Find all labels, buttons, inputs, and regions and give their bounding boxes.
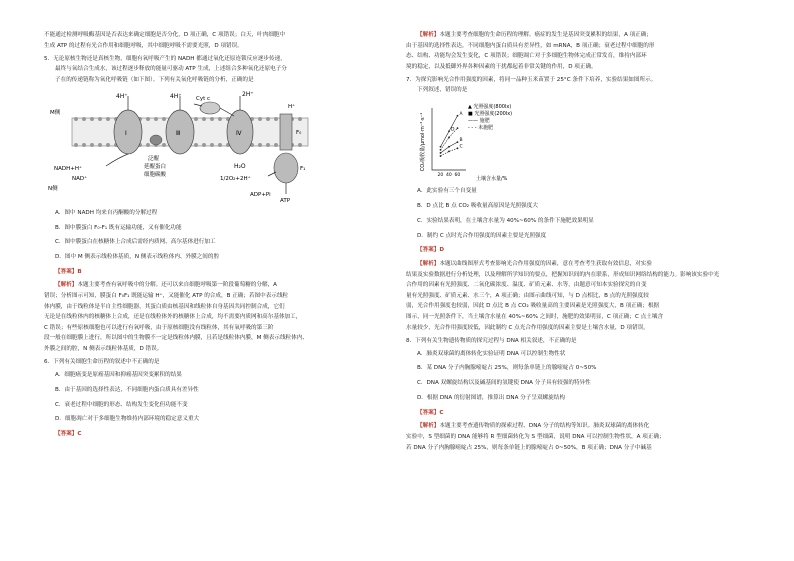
explanation-tag: 【解析】 <box>417 32 440 38</box>
label-f0: F₀ <box>296 129 302 136</box>
label-complex-note-1: 延醌蛋白 <box>144 163 167 170</box>
data-point <box>448 137 450 139</box>
text-line: 若 DNA 分子内胸腺嘧啶占 25%，则每条单链上的腺嘧啶占 0~50%，B 项正确；DNA 分子中碱基 <box>406 444 652 451</box>
ubiquinone <box>150 135 162 145</box>
question-8-explanation <box>406 421 748 453</box>
f0-subunit <box>280 114 292 150</box>
explanation-tag: 【解析】 <box>417 423 440 430</box>
point-label: C <box>459 144 463 150</box>
label-h2o: H₂O <box>234 162 246 170</box>
point-label: B <box>459 138 463 144</box>
label-f1: F₁ <box>300 165 306 172</box>
text-line: 由于基因的选择性表达，不同细胞内蛋白质具有差异性，如 mRNA，B 项正确；衰老过程中细胞的形 <box>406 42 655 49</box>
label-complex-4: Ⅳ <box>236 129 242 137</box>
text-line: 最终与氧结合生成水，该过程逐步释放的能量可驱动 ATP 生成，上述组合多种氧化还原电子分 <box>55 66 287 73</box>
question-6-answer: 【答案】C <box>55 431 82 438</box>
label-top-mid-h: 4H⁺ <box>170 92 182 100</box>
text-line: C 错误；有些原核细胞也可以进行有氧呼吸，由于原核细胞没有线粒体，其有氧呼吸的第三阶 <box>44 324 274 331</box>
intro-paragraph <box>44 30 386 51</box>
text-line: 体内膜，由于线粒体是半自主性细胞器，其蛋白质由核基因和线粒体自身基因共同控制合成，它们 <box>44 303 285 310</box>
text-line: 结果及实验数据进行分析处理，以及理解所学知识的要点，把握知识间的内在联系，形成知识网络结构的能力。影响该实验中光 <box>406 271 720 278</box>
chart-ylabel: CO₂吸收量/μmol·m⁻²·s⁻¹ <box>420 113 426 172</box>
option-d: D．制约 C 点时光合作用强度的因素主要是光照强度 <box>417 232 547 239</box>
legend-item: ■ 光照强度(200lx) <box>468 111 513 118</box>
text-line <box>406 259 748 270</box>
text-line: 无论是在线粒体内的核糖体上合成，还是在线粒体外的核糖体上合成，均不需要内质网和高尔基体加工， <box>44 314 302 321</box>
data-point <box>457 148 459 150</box>
text-line: 生成 ATP 的过程有光合作用和细胞呼吸，其中细胞呼吸不需要光照，D 项错误。 <box>44 42 243 49</box>
option-c: C．衰老过程中细胞的形态、结构发生变化但功能不变 <box>55 401 188 408</box>
label-atp: ATP <box>280 197 291 204</box>
data-point <box>440 152 442 154</box>
question-5-explanation <box>44 280 386 354</box>
legend-item: —— 施肥 <box>468 118 490 125</box>
text-line <box>406 30 748 41</box>
right-column <box>406 30 748 455</box>
option-a: A．此实验有三个自变量 <box>417 188 477 195</box>
data-point <box>448 131 450 133</box>
option-c: C．DNA 双螺旋结构以及碱基间的氢键使 DNA 分子具有较强的特异性 <box>417 380 591 387</box>
option-b: B．图中膜蛋白 F₀-F₁ 既有运输功能，又有催化功能 <box>55 224 182 231</box>
label-h-atp: H⁺ <box>288 103 296 110</box>
data-point <box>440 146 442 148</box>
option-d: D．细胞凋亡对于多细胞生物维持内部环境的稳定意义重大 <box>55 416 200 423</box>
text-line: 7．为探究影响光合作用强度的因素，将同一品种玉米苗置于 25°C 条件下培养，实验结果如图所示。 <box>406 76 657 83</box>
data-point <box>440 155 442 157</box>
label-complex-3: Ⅲ <box>176 129 181 137</box>
question-6-stem: 6．下列有关细胞生命历程的叙述中不正确的是 <box>44 359 160 366</box>
data-point <box>457 128 459 130</box>
text-line: 图示，同一光照条件下，当土壤含水量在 40%~60% 之间时，施肥的效果明显，C 项正确；C 点土壤含 <box>406 314 664 321</box>
question-7-stem <box>406 75 748 96</box>
respiratory-chain-figure <box>44 88 386 204</box>
text-line <box>44 280 386 291</box>
chart-legend <box>468 103 512 131</box>
label-top-left-h: 4H⁺ <box>116 92 128 100</box>
x-tick-label: 40 <box>446 173 452 179</box>
option-a: A．细胞癌变是原癌基因和抑癌基因突变累积的结果 <box>55 372 182 378</box>
text-line: 量有光照强度、矿质元素、水三个，A 项正确；由图示曲线可知，与 D 点相比，B 点的光照强度较 <box>406 292 649 299</box>
option-c: C．实验结果表明，在土壤含水量为 40%~60% 的条件下施肥效果明显 <box>417 217 594 224</box>
question-5-stem <box>44 54 386 86</box>
option-d: D．根据 DNA 的衍射图谱，推算出 DNA 分子呈双螺旋结构 <box>417 394 565 401</box>
label-top-2h: 2H⁺ <box>242 90 254 98</box>
text-line: 境的稳定，以及抵御外界各种因素的干扰都起着非常关键的作用，D 项正确。 <box>406 63 597 70</box>
question-6-options <box>44 370 386 425</box>
text-line: 下列叙述，错误的是 <box>417 87 468 94</box>
option-b: B．由于基因的选择性表达，不同细胞内蛋白质具有差异性 <box>55 386 199 393</box>
left-column <box>44 30 386 443</box>
cytochrome-c <box>200 102 220 114</box>
explanation-tag: 【解析】 <box>417 261 440 268</box>
label-nadh: NADH+H⁺ <box>54 165 82 172</box>
data-point <box>457 142 459 144</box>
option-a: A．肺炎双球菌的离体转化实验证明 DNA 可以控制生物性状 <box>417 350 566 357</box>
respiratory-chain-diagram <box>44 88 386 204</box>
text-line <box>406 421 748 432</box>
label-m-side: M侧 <box>50 109 61 116</box>
question-5-options <box>44 208 386 263</box>
explanation-text: 本题主要考查有氧呼吸中的分解。还可以来自细胞呼吸第一阶段葡萄糖的分解，A <box>77 282 277 289</box>
question-5-answer: 【答案】B <box>55 268 82 275</box>
text-line: 子在的传递链称为氧化呼吸链（如下图）。下列有关氧化呼吸链的分析，正确的是 <box>55 76 254 83</box>
text-line: 态、结构、功能均会发生变化，C 项错误；细胞凋亡对于多细胞生物体完成正常发育，维持内部环 <box>406 53 647 60</box>
question-6-explanation <box>406 30 748 72</box>
question-8-stem: 8．下列有关生物遗传物质的探究过程与 DNA 相关叙述，不正确的是 <box>406 337 577 344</box>
label-complex-1: Ⅰ <box>125 129 127 137</box>
legend-item: - - - 未施肥 <box>468 125 494 132</box>
label-complex-note-2: 细胞碳酸 <box>144 171 167 178</box>
label-nad: NAD⁺ <box>72 175 88 182</box>
question-7-explanation <box>406 259 748 333</box>
photosynthesis-chart <box>406 98 748 182</box>
co2-uptake-chart <box>406 98 748 182</box>
option-c: C．图中膜蛋白在核糖体上合成后需经内质网、高尔基体进行加工 <box>55 239 216 246</box>
x-tick-label: 60 <box>454 173 461 179</box>
question-7-answer: 【答案】D <box>417 247 445 254</box>
text-line: 实验中，S 型细菌的 DNA 能够将 R 型细菌转化为 S 型细菌，说明 DNA 可以控制生物性状，A 项正确； <box>406 433 665 440</box>
point-label: D <box>451 127 455 133</box>
text-line: 段一般在细胞膜上进行，所以图中的生物膜不一定是线粒体内膜，且若是线粒体内膜，M 侧表示线粒体内、 <box>44 335 308 342</box>
data-point <box>448 151 450 153</box>
label-n-side: N侧 <box>48 185 58 192</box>
label-o2: 1/2O₂+2H⁺ <box>220 175 251 182</box>
text-line: 5．无论原核生物还是真核生物，细胞有氧呼吸产生的 NADH 都通过氧化还原连锁反应逐步传递， <box>44 55 286 62</box>
text-line: 合作用的因素有光照强度、二氧化碳浓度、温度、矿质元素、水等，由题意可知本实验探究的自变 <box>406 282 647 289</box>
option-a: A．图中 NADH 均来自丙酮酸的分解过程 <box>55 209 158 216</box>
text-line: 不能通过检测呼吸酶基因是否表达来确定细胞是否分化，D 项正确，C 项错误；白天，叶肉细胞中 <box>44 32 286 38</box>
data-point <box>448 146 450 148</box>
f1-subunit <box>274 153 298 183</box>
explanation-tag: 【解析】 <box>55 282 78 289</box>
explanation-text: 本题主要考查遗传物质的探索过程、DNA 分子的结构等知识。肺炎双球菌的离体转化 <box>439 423 650 430</box>
question-7-options <box>406 186 748 241</box>
chart-xlabel: 土壤含水量/% <box>476 176 508 183</box>
x-tick-label: 20 <box>437 173 444 179</box>
data-point <box>440 149 442 151</box>
text-line: 水量较少，光合作用强度较低，因此制约 C 点光合作用强度的因素主要是土壤含水量，D 项错误。 <box>406 324 649 331</box>
text-line: 弱，光合作用强度也较弱，因此 D 点比 B 点 CO₂ 吸收量高的主要因素是光照强度大，B 项正确；根据 <box>406 303 660 310</box>
complex-1 <box>114 110 142 154</box>
explanation-text: 本题主要考查细胞的生命历程的理解。癌症的发生是基因突变累积的结果，A 项正确； <box>439 32 652 38</box>
label-ubiquinone: 泛醌 <box>148 155 160 162</box>
legend-item: ▲ 光照强度(800lx) <box>468 104 512 111</box>
option-b: B．某 DNA 分子内胸腺嘧啶占 25%，则每条单链上的腺嘧啶占 0~50% <box>417 365 597 372</box>
text-line: 外膜之间的腔，N 侧表示线粒体基质，D 错误。 <box>44 346 163 353</box>
text-line: 错误；分析图示可知，膜蛋白 F₀F₁ 既能运输 H⁺，又能催化 ATP 的合成，B 正确；若图中表示线粒 <box>44 293 289 300</box>
label-cytc: Cyt c <box>196 95 211 102</box>
option-d: D．图中 M 侧表示线粒体基质，N 侧表示线粒体内、外膜之间的腔 <box>55 254 220 261</box>
question-8-options <box>406 349 748 404</box>
label-adp: ADP+Pi <box>250 191 271 198</box>
option-b: B．D 点比 B 点 CO₂ 吸收量高原因是光照强度大 <box>417 203 538 210</box>
data-point <box>457 115 459 117</box>
explanation-text: 本题以曲线图形式考查影响光合作用强度的因素，意在考查考生获取有效信息，对实验 <box>439 261 652 268</box>
point-label: A <box>459 112 463 118</box>
question-8-answer: 【答案】C <box>417 409 444 416</box>
